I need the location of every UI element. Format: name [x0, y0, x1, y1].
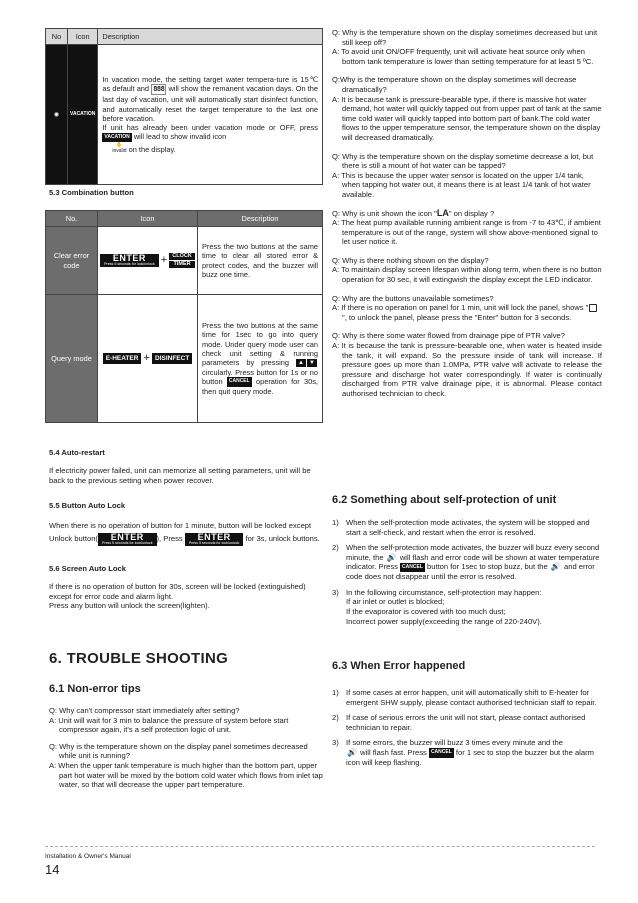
section-5-3-title: 5.3 Combination button — [49, 188, 134, 197]
speaker-icon: 🔊 — [347, 747, 357, 757]
list-item: 1) When the self-protection mode activates, the system will be stopped and start a self-check, and restart when the error is resolved. — [332, 518, 590, 537]
query-mode-description: Press the two buttons at the same time for 1sec to go into query mode. Under query mode user can check unit setting & running parameters by pressing ▲ ▼ circularly. Press button for 1s or no button CANCEL operation for 30s, then quit query mode. — [198, 295, 323, 423]
section-5-6-body: If there is no operation of button for 30s, screen will be locked (extinguished) except for error code and alarm light. Press any button will unlock the screen(lighten). — [49, 582, 306, 611]
digit-display-icon: 888 — [151, 84, 166, 95]
e-heater-button-icon: E-HEATER — [103, 353, 142, 364]
cancel-button-icon: CANCEL — [400, 563, 425, 573]
qa-question: Q: Why is there nothing shown on the display? — [332, 255, 489, 265]
qa-answer: A: The heat pump available running ambient range is from -7 to 43℃, if ambient temperature is out of the range, system will show above-mentioned signal to let user notice it. — [332, 218, 601, 247]
row-query-mode: Query mode — [46, 295, 98, 423]
section-6-3-title: 6.3 When Error happened — [332, 660, 466, 672]
header-icon: Icon — [98, 211, 198, 227]
speaker-icon: 🔊 — [386, 552, 397, 562]
qa-answer: A: This is because the upper water sensor is located on the upper 1/4 tank, when tapping hot water out, it means there is at least 1/4 tank of hot water available. — [332, 170, 591, 199]
page-number: 14 — [45, 862, 60, 877]
row-clear-error-code: Clear error code — [46, 227, 98, 295]
qa-question: Q: Why are the buttons unavailable sometimes? — [332, 293, 494, 303]
combination-table — [45, 210, 323, 423]
up-arrow-icon: ▲ — [296, 359, 306, 367]
header-no: No — [46, 29, 68, 45]
vacation-table — [45, 28, 323, 185]
speaker-icon: 🔊 — [550, 562, 561, 572]
qa-question: Q: Why can't compressor start immediately after setting? — [49, 706, 240, 715]
right-qa-list — [332, 28, 602, 399]
qa-question: Q: Why is there some water flowed from drainage pipe of PTR valve? — [332, 331, 565, 341]
row-icon-cell — [68, 45, 98, 185]
section-6-title: 6. TROUBLE SHOOTING — [49, 650, 229, 667]
list-item: 2) When the self-protection mode activates, the buzzer will buzz every second minute, the 🔊 will flash and error code will be shown at water temperature indicator. Press CANCEL button for 1sec to stop buzz, but the 🔊 and error code does not disappear until the error is resolved. — [332, 543, 600, 582]
la-icon: LA — [436, 207, 449, 218]
qa-answer: A: It is because the tank is pressure-bearable one, when water is heated inside the tank, it will expand. So the pressure inside of tank will increase. If pressure goes up more than 1.0MPa, PTR valve will activate to release the pressure and discharge hot water correspondingly. If water is continually discharged from PTR valve drainage pipe, it is abnormal. Please contact authorised technician to check. — [332, 341, 602, 398]
section-5-4-title: 5.4 Auto-restart — [49, 448, 105, 457]
clear-error-icons: ENTER Press 5 seconds for lock/unlock + CLOCK TIMER — [98, 227, 198, 295]
qa-question: Q: Why is the temperature shown on the display sometime decrease a lot, but there is still a mount of hot water can be tapped? — [332, 151, 594, 171]
cancel-button-icon: CANCEL — [429, 748, 454, 758]
self-protection-list — [332, 518, 600, 626]
qa-question: Q: Why is the temperature shown on the display panel sometimes decreased while unit is running? — [49, 741, 308, 761]
lock-icon — [589, 304, 597, 312]
footer-manual-title: Installation & Owner's Manual — [45, 853, 131, 860]
clock-timer-button-icon: CLOCK TIMER — [169, 252, 195, 269]
down-arrow-icon: ▼ — [307, 359, 317, 367]
non-error-tips — [49, 706, 323, 790]
header-description: Description — [198, 211, 323, 227]
list-item: 3) If some errors, the buzzer will buzz 3 times every minute and the 🔊 will flash fast. Press CANCEL for 1 sec to stop the buzzer but the alarm icon will keep flashing. — [332, 738, 594, 767]
section-5-5-body: When there is no operation of button for 1 minute, button will be locked except Unlock button( ENTER Press 5 seconds for lock/unlock ), Press ENTER Press 5 seconds for lock/unlock for 3s, unlock buttons. — [49, 521, 320, 545]
enter-button-icon: ENTER Press 5 seconds for lock/unlock — [185, 533, 244, 546]
vacation-description: In vacation mode, the setting target water tempera-ture is 15℃ as default and 888 will show the remanent vacation days. On the last day of vacation, unit will automatically start disinfect function, and automatically reset the target temperature to the last one before vacation. If unit has already been under vacation mode or OFF, press VACATION will lead to show invalid icon ✋ invalid on the display. — [98, 45, 323, 185]
vacation-button-icon: VACATION — [68, 109, 97, 120]
cancel-button-icon: CANCEL — [227, 377, 252, 386]
section-5-6-title: 5.6 Screen Auto Lock — [49, 564, 126, 573]
error-happened-list — [332, 688, 600, 767]
clear-error-description: Press the two buttons at the same time to clear all stored error & protect codes, and the buzzer will buzz one time. — [198, 227, 323, 295]
row-no-cell — [46, 45, 68, 185]
invalid-icon: ✋ invalid — [112, 142, 127, 155]
enter-button-icon: ENTER Press 5 seconds for lock/unlock — [98, 533, 157, 546]
list-item: 3) In the following circumstance, self-protection may happen: If air inlet or outlet is blocked; If the evaporator is covered with too much dust; Incorrect power supply(exceeding the range of 220-240V). — [332, 587, 542, 626]
section-5-5-title: 5.5 Button Auto Lock — [49, 501, 126, 510]
query-mode-icons: E-HEATER + DISINFECT — [98, 295, 198, 423]
header-no: No. — [46, 211, 98, 227]
qa-answer: A: Unit will wait for 3 min to balance the pressure of system before start compressor again, it's a self protection logic of unit. — [49, 715, 289, 735]
qa-answer: A: When the upper tank temperature is much higher than the bottom part, upper part hot water will be mixed by the bottom cold water which flows from inlet tap water, so that will decrease the upper part temperature. — [49, 760, 323, 790]
qa-question: Q: Why is the temperature shown on the display sometimes decreased but unit still keep off? — [332, 28, 598, 47]
qa-answer: A: It is because tank is pressure-bearable type, if there is massive hot water demand, hot water will quickly tapped out from upper part of tank at the same time cold water will quickly tapped into bottom part of bank.The cold water flows to the upper temperature sensor, the temperature shown on the display will decreased dramatically. — [332, 94, 602, 142]
disinfect-button-icon: DISINFECT — [152, 353, 192, 364]
vacation-inline-icon: VACATION — [102, 133, 131, 142]
qa-answer: A: If there is no operation on panel for 1 min, unit will lock the panel, shows "", to unlock the panel, please press the "Enter" button for 3 seconds. — [332, 303, 602, 322]
vacation-mode-icon: ◉ — [51, 109, 63, 121]
qa-question: Q:Why is the temperature shown on the display sometimes will decrease dramatically? — [332, 75, 577, 94]
qa-answer: A: To maintain display screen lifespan within along term, when there is no button operation for 30 sec, it will extingwish the display except the LED indicator. — [332, 265, 602, 285]
qa-question: Q: Why is unit shown the icon "LA" on display ? — [332, 207, 495, 218]
section-6-1-title: 6.1 Non-error tips — [49, 683, 141, 695]
list-item: 2) If case of serious errors the unit will not start, please contact authorised technician to repair. — [332, 713, 586, 732]
qa-answer: A: To avoid unit ON/OFF frequently, unit will activate heat source only when bottom tank temperature is lower than setting temperature for at least 5 ºC. — [332, 47, 594, 66]
header-icon: Icon — [68, 29, 98, 45]
footer-divider — [45, 846, 595, 847]
header-description: Description — [98, 29, 323, 45]
section-5-4-body: If electricity power failed, unit can memorize all setting parameters, unit will be back to the previous setting when power recover. — [49, 466, 311, 485]
section-6-2-title: 6.2 Something about self-protection of unit — [332, 494, 557, 506]
list-item: 1) If some cases at error happen, unit will automatically shift to E-heater for emergent SHW supply, please contact authorised technician staff to repair. — [332, 688, 597, 707]
enter-button-icon: ENTER Press 5 seconds for lock/unlock — [100, 254, 159, 267]
